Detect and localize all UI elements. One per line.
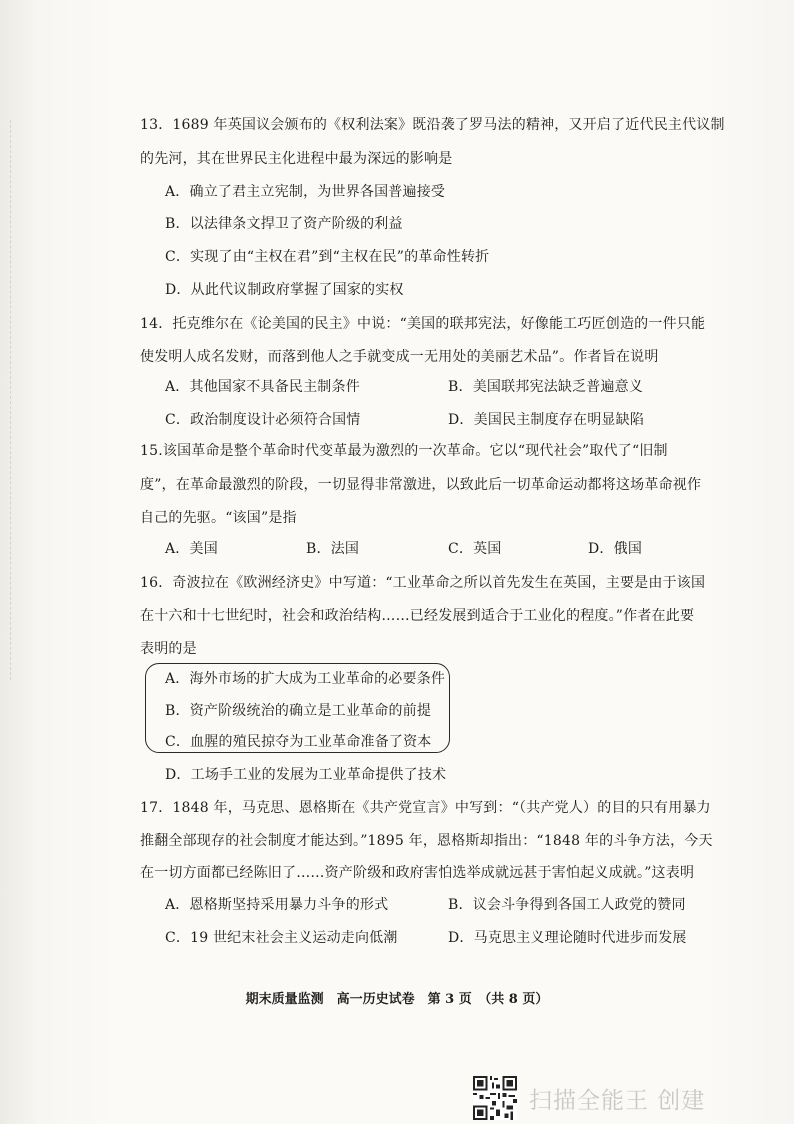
q15-option-c: C．英国 [448,541,502,557]
q17-stem-line-1: 17．1848 年，马克思、恩格斯在《共产党宣言》中写到：“（共产党人）的目的只有用暴力 [140,800,711,816]
scanner-watermark [473,1076,705,1120]
q13-option-c: C．实现了由“主权在君”到“主权在民”的革命性转折 [165,249,490,265]
q15-stem-line-2: 度”，在革命最激烈的阶段，一切显得非常激进，以致此后一切革命运动都将这场革命视作 [140,477,702,493]
qr-code-icon [473,1076,517,1120]
binding-margin [10,120,33,680]
q13-option-d: D．从此代议制政府掌握了国家的实权 [165,282,404,298]
q13-stem-line-2: 的先河，其在世界民主化进程中最为深远的影响是 [140,151,453,167]
q15-option-d: D．俄国 [588,541,643,557]
page-footer: 期末质量监测 高一历史试卷 第 3 页 （共 8 页） [245,992,549,1007]
q14-stem-line-2: 使发明人成名发财，而落到他人之手就变成一无用处的美丽艺术品”。作者旨在说明 [140,349,659,365]
q17-option-d: D．马克思主义理论随时代进步而发展 [448,930,687,946]
q16-option-b: B．资产阶级统治的确立是工业革命的前提 [165,703,432,719]
q15-option-a: A．美国 [165,541,218,557]
q15-stem-line-1: 15.该国革命是整个革命时代变革最为激烈的一次革命。它以“现代社会”取代了“旧制 [140,443,668,459]
q17-option-c: C．19 世纪末社会主义运动走向低潮 [165,930,398,946]
q16-option-d: D．工场手工业的发展为工业革命提供了技术 [165,767,447,783]
q13-stem-line-1: 13．1689 年英国议会颁布的《权利法案》既沿袭了罗马法的精神，又开启了近代民主代议制 [140,117,725,133]
q14-option-a: A．其他国家不具备民主制条件 [165,379,360,395]
scanner-brand-text: 扫描全能王 创建 [529,1087,706,1114]
q17-option-b: B．议会斗争得到各国工人政党的赞同 [448,897,686,913]
q16-option-a: A．海外市场的扩大成为工业革命的必要条件 [165,671,446,687]
q17-stem-line-3: 在一切方面都已经陈旧了……资产阶级和政府害怕选举成就远甚于害怕起义成就。”这表明 [140,865,695,881]
q14-option-c: C．政治制度设计必须符合国情 [165,412,361,428]
q14-stem-line-1: 14．托克维尔在《论美国的民主》中说：“美国的联邦宪法，好像能工巧匠创造的一件只能 [140,316,706,332]
q13-option-b: B．以法律条文捍卫了资产阶级的利益 [165,216,403,232]
q15-option-b: B．法国 [306,541,360,557]
q14-option-d: D．美国民主制度存在明显缺陷 [448,412,645,428]
q17-stem-line-2: 推翻全部现存的社会制度才能达到。”1895 年，恩格斯却指出：“1848 年的斗争方法，今天 [140,833,713,849]
q15-stem-line-3: 自己的先驱。“该国”是指 [140,510,297,526]
q16-stem-line-1: 16．奇波拉在《欧洲经济史》中写道：“工业革命之所以首先发生在英国，主要是由于该国 [140,575,706,591]
q16-stem-line-3: 表明的是 [140,641,197,657]
q13-option-a: A．确立了君主立宪制，为世界各国普遍接受 [165,184,446,200]
q16-stem-line-2: 在十六和十七世纪时，社会和政治结构……已经发展到适合于工业化的程度。”作者在此要 [140,608,695,624]
q16-option-c: C．血腥的殖民掠夺为工业革命准备了资本 [165,734,432,750]
q14-option-b: B．美国联邦宪法缺乏普遍意义 [448,379,644,395]
q17-option-a: A．恩格斯坚持采用暴力斗争的形式 [165,897,389,913]
